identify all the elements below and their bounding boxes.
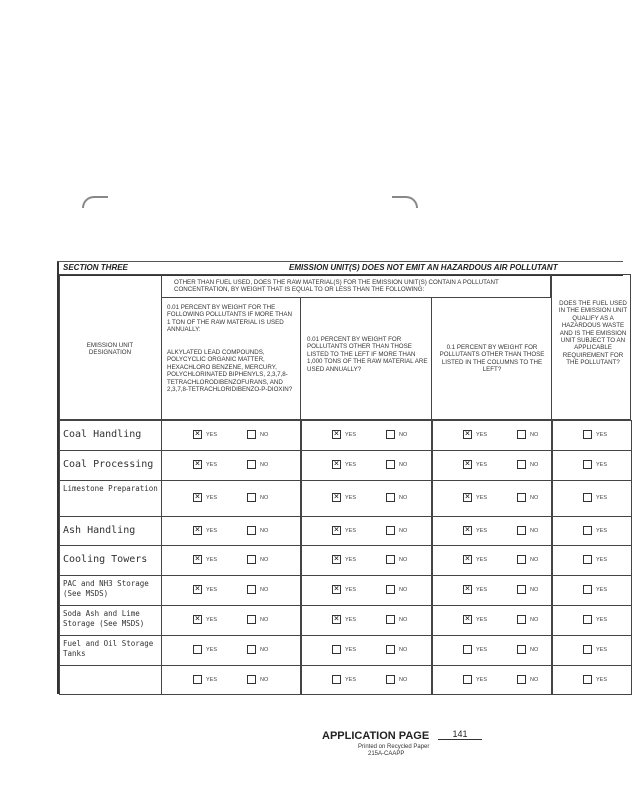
unit-cell	[59, 665, 162, 695]
yes-label: YES	[476, 677, 488, 683]
yes-label: YES	[206, 528, 218, 534]
yes-checkbox[interactable]	[193, 493, 202, 502]
unit-designation: Cooling Towers	[63, 554, 148, 565]
yes-checkbox[interactable]	[583, 493, 592, 502]
yes-label: YES	[596, 495, 608, 501]
yes-label: YES	[596, 462, 608, 468]
yes-checkbox[interactable]	[193, 526, 202, 535]
no-label: NO	[260, 557, 269, 563]
no-label: NO	[399, 528, 408, 534]
no-checkbox[interactable]	[517, 675, 526, 684]
yes-checkbox[interactable]	[463, 585, 472, 594]
yes-label: YES	[476, 528, 488, 534]
yes-label: YES	[206, 557, 218, 563]
no-label: NO	[260, 495, 269, 501]
no-checkbox[interactable]	[517, 430, 526, 439]
yes-label: YES	[476, 587, 488, 593]
yes-checkbox[interactable]	[193, 645, 202, 654]
yes-label: YES	[206, 432, 218, 438]
no-label: NO	[260, 587, 269, 593]
no-label: NO	[530, 462, 539, 468]
unit-designation: Fuel and Oil Storage Tanks	[63, 639, 154, 658]
yes-label: YES	[345, 617, 357, 623]
unit-designation: Limestone Preparation	[63, 484, 158, 493]
no-checkbox[interactable]	[386, 493, 395, 502]
yes-label: YES	[596, 647, 608, 653]
yes-checkbox[interactable]	[583, 460, 592, 469]
yes-label: YES	[206, 647, 218, 653]
yes-checkbox[interactable]	[332, 555, 341, 564]
yes-checkbox[interactable]	[463, 615, 472, 624]
answer-cell	[300, 420, 433, 451]
unit-designation: PAC and NH3 Storage (See MSDS)	[63, 579, 149, 598]
yes-label: YES	[476, 432, 488, 438]
yes-checkbox[interactable]	[463, 555, 472, 564]
no-checkbox[interactable]	[517, 460, 526, 469]
yes-checkbox[interactable]	[463, 460, 472, 469]
top-question: OTHER THAN FUEL USED, DOES THE RAW MATERIAL(S) FOR THE EMISSION UNIT(S) CONTAIN A POLLUTANT CONCENTRATION, BY WEIGHT THAT IS EQUAL TO OR LESS THAN THE FOLLOWING:	[174, 279, 499, 294]
yes-checkbox[interactable]	[332, 493, 341, 502]
no-label: NO	[399, 557, 408, 563]
yes-checkbox[interactable]	[332, 430, 341, 439]
yes-label: YES	[345, 495, 357, 501]
yes-checkbox[interactable]	[193, 460, 202, 469]
yes-label: YES	[345, 557, 357, 563]
yes-label: YES	[206, 617, 218, 623]
yes-label: YES	[345, 677, 357, 683]
yes-label: YES	[206, 495, 218, 501]
yes-label: YES	[345, 432, 357, 438]
no-checkbox[interactable]	[517, 493, 526, 502]
yes-checkbox[interactable]	[332, 675, 341, 684]
answer-cell	[161, 545, 302, 576]
yes-checkbox[interactable]	[583, 675, 592, 684]
no-checkbox[interactable]	[386, 526, 395, 535]
yes-checkbox[interactable]	[463, 675, 472, 684]
unit-header: EMISSION UNIT DESIGNATION	[86, 342, 134, 357]
section-title: SECTION THREE	[63, 263, 128, 272]
yes-checkbox[interactable]	[463, 493, 472, 502]
yes-label: YES	[476, 557, 488, 563]
answer-cell	[161, 450, 302, 481]
no-label: NO	[530, 557, 539, 563]
no-checkbox[interactable]	[247, 615, 256, 624]
no-label: NO	[260, 617, 269, 623]
no-checkbox[interactable]	[247, 460, 256, 469]
yes-checkbox[interactable]	[332, 460, 341, 469]
no-checkbox[interactable]	[517, 585, 526, 594]
answer-cell	[161, 665, 302, 695]
no-label: NO	[530, 587, 539, 593]
no-checkbox[interactable]	[386, 585, 395, 594]
yes-checkbox[interactable]	[193, 430, 202, 439]
col4-header: DOES THE FUEL USED IN THE EMISSION UNIT QUALIFY AS A HAZARDOUS WASTE AND IS THE EMISSION UNIT SUBJECT TO AN APPLICABLE REQUIREMENT FOR THE POLLUTANT?	[558, 300, 628, 367]
no-checkbox[interactable]	[386, 615, 395, 624]
answer-cell	[161, 420, 302, 451]
yes-label: YES	[596, 432, 608, 438]
yes-checkbox[interactable]	[583, 430, 592, 439]
yes-label: YES	[345, 647, 357, 653]
no-label: NO	[399, 617, 408, 623]
unit-designation: Ash Handling	[63, 525, 136, 536]
no-label: NO	[530, 617, 539, 623]
unit-designation: Coal Handling	[63, 429, 142, 440]
no-label: NO	[260, 677, 269, 683]
no-label: NO	[260, 528, 269, 534]
yes-label: YES	[596, 617, 608, 623]
yes-checkbox[interactable]	[332, 526, 341, 535]
yes-label: YES	[596, 557, 608, 563]
recycled-note: Printed on Recycled Paper	[358, 744, 430, 750]
form-number: 215A-CAAPP	[368, 751, 405, 757]
yes-label: YES	[206, 587, 218, 593]
no-checkbox[interactable]	[247, 430, 256, 439]
yes-checkbox[interactable]	[332, 615, 341, 624]
answer-cell	[161, 635, 302, 666]
punch-hole-right	[392, 196, 418, 208]
page-number: 141	[438, 729, 482, 740]
answer-cell	[300, 635, 433, 666]
col1-header-b: ALKYLATED LEAD COMPOUNDS, POLYCYCLIC ORGANIC MATTER, HEXACHLORO BENZENE, MERCURY, POLYCHLORINATED BIPHENYLS, 2,3,7,8-TETRACHLORODIBENZOFURANS, AND 2,3,7,8-TETRACHLORIDIBENZO-P-DIOXIN?	[167, 349, 293, 394]
no-checkbox[interactable]	[247, 493, 256, 502]
yes-label: YES	[596, 528, 608, 534]
no-checkbox[interactable]	[386, 645, 395, 654]
answer-cell	[161, 480, 302, 517]
answer-cell	[300, 575, 433, 606]
application-page-label: APPLICATION PAGE	[322, 730, 430, 742]
yes-checkbox[interactable]	[332, 585, 341, 594]
yes-label: YES	[345, 462, 357, 468]
no-label: NO	[399, 647, 408, 653]
unit-designation: Soda Ash and Lime Storage (See MSDS)	[63, 609, 145, 628]
col1-header-a: 0.01 PERCENT BY WEIGHT FOR THE FOLLOWING POLLUTANTS IF MORE THAN 1 TON OF THE RAW MATERIAL IS USED ANNUALLY:	[167, 304, 292, 334]
no-label: NO	[399, 677, 408, 683]
unit-designation: Coal Processing	[63, 459, 154, 470]
no-label: NO	[399, 462, 408, 468]
form-table	[57, 262, 628, 694]
yes-checkbox[interactable]	[193, 555, 202, 564]
no-checkbox[interactable]	[517, 645, 526, 654]
yes-label: YES	[476, 647, 488, 653]
no-label: NO	[530, 647, 539, 653]
yes-label: YES	[206, 677, 218, 683]
yes-checkbox[interactable]	[332, 645, 341, 654]
no-label: NO	[399, 587, 408, 593]
yes-checkbox[interactable]	[193, 615, 202, 624]
no-label: NO	[399, 432, 408, 438]
section-subtitle: EMISSION UNIT(S) DOES NOT EMIT AN HAZARDOUS AIR POLLUTANT	[289, 263, 558, 272]
no-checkbox[interactable]	[247, 675, 256, 684]
yes-label: YES	[476, 617, 488, 623]
yes-checkbox[interactable]	[583, 615, 592, 624]
no-checkbox[interactable]	[247, 526, 256, 535]
yes-label: YES	[476, 462, 488, 468]
no-label: NO	[530, 677, 539, 683]
answer-cell	[161, 575, 302, 606]
col2-header: 0.01 PERCENT BY WEIGHT FOR POLLUTANTS OTHER THAN THOSE LISTED TO THE LEFT IF MORE THAN 1,000 TONS OF THE RAW MATERIAL ARE USED ANNUALLY?	[307, 336, 428, 373]
no-checkbox[interactable]	[517, 555, 526, 564]
no-checkbox[interactable]	[386, 460, 395, 469]
col3-header: 0.1 PERCENT BY WEIGHT FOR POLLUTANTS OTHER THAN THOSE LISTED IN THE COLUMNS TO THE LEFT?	[439, 344, 545, 374]
yes-label: YES	[596, 677, 608, 683]
answer-cell	[300, 665, 433, 695]
no-label: NO	[260, 647, 269, 653]
yes-checkbox[interactable]	[583, 555, 592, 564]
answer-cell	[300, 605, 433, 636]
no-checkbox[interactable]	[247, 555, 256, 564]
yes-checkbox[interactable]	[193, 675, 202, 684]
no-checkbox[interactable]	[386, 675, 395, 684]
yes-checkbox[interactable]	[193, 585, 202, 594]
yes-checkbox[interactable]	[583, 645, 592, 654]
punch-hole-left	[82, 196, 108, 208]
no-checkbox[interactable]	[517, 615, 526, 624]
no-checkbox[interactable]	[386, 430, 395, 439]
no-label: NO	[399, 495, 408, 501]
no-checkbox[interactable]	[386, 555, 395, 564]
yes-label: YES	[345, 528, 357, 534]
yes-checkbox[interactable]	[583, 585, 592, 594]
no-checkbox[interactable]	[247, 585, 256, 594]
answer-cell	[161, 516, 302, 546]
answer-cell	[300, 480, 433, 517]
yes-label: YES	[206, 462, 218, 468]
no-label: NO	[530, 495, 539, 501]
yes-checkbox[interactable]	[463, 526, 472, 535]
answer-cell	[300, 516, 433, 546]
yes-label: YES	[345, 587, 357, 593]
no-checkbox[interactable]	[247, 645, 256, 654]
yes-label: YES	[476, 495, 488, 501]
no-label: NO	[530, 432, 539, 438]
no-label: NO	[260, 432, 269, 438]
answer-cell	[161, 605, 302, 636]
answer-cell	[300, 545, 433, 576]
yes-checkbox[interactable]	[583, 526, 592, 535]
no-checkbox[interactable]	[517, 526, 526, 535]
yes-checkbox[interactable]	[463, 430, 472, 439]
no-label: NO	[260, 462, 269, 468]
no-label: NO	[530, 528, 539, 534]
yes-checkbox[interactable]	[463, 645, 472, 654]
yes-label: YES	[596, 587, 608, 593]
answer-cell	[300, 450, 433, 481]
